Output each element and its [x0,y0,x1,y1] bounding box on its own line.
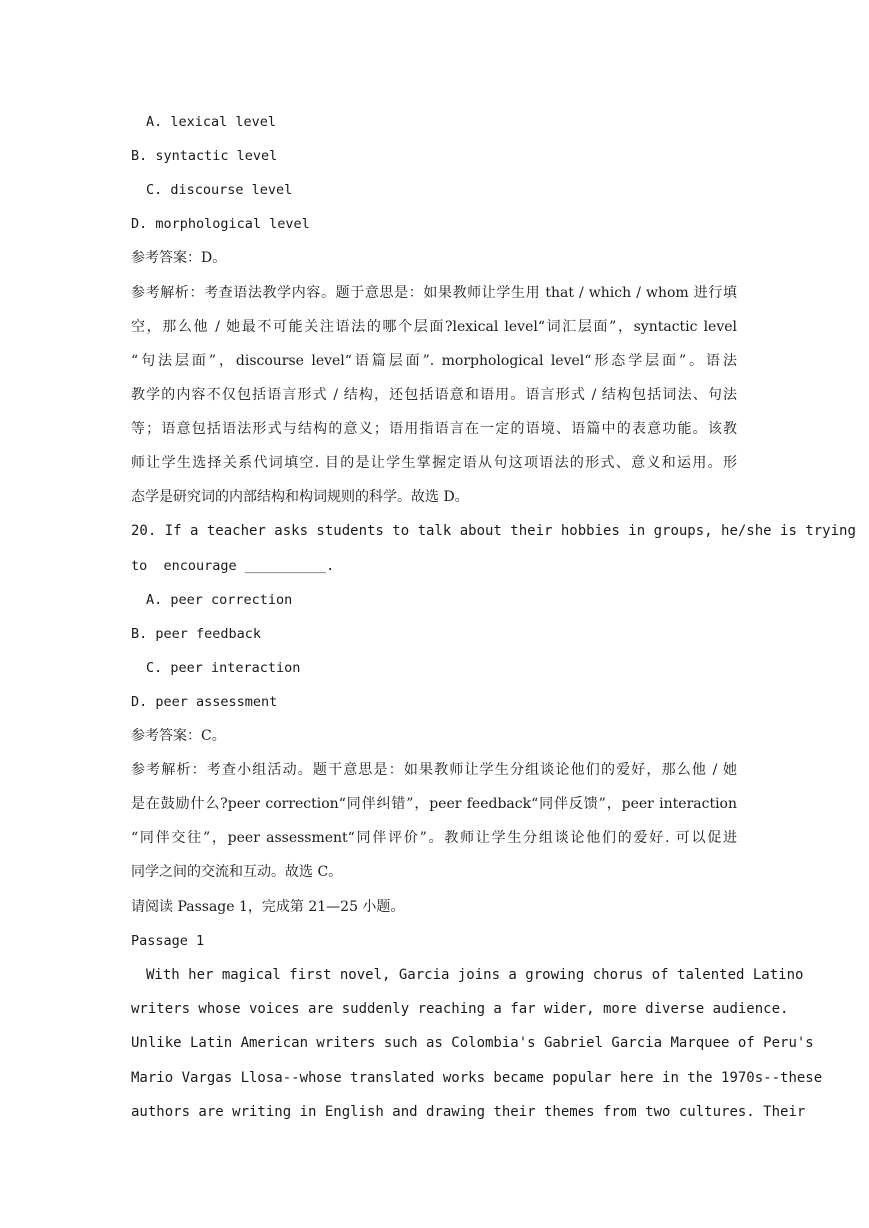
passage-line: writers whose voices are suddenly reaching a far wider, more diverse audience. [131,1001,789,1017]
passage-line: authors are writing in English and drawing their themes from two cultures. Their [131,1104,806,1120]
q19-option-d: D. morphological level [131,216,310,232]
q19-analysis-line: “句法层面”，discourse level“语篇层面”. morphological level“形态学层面”。语法 [131,353,737,369]
q20-stem-line: to encourage __________. [131,558,335,574]
q20-option-c: C. peer interaction [146,660,301,676]
q19-analysis-line: 师让学生选择关系代词填空. 目的是让学生掌握定语从句这项语法的形式、意义和运用。形 [131,455,737,471]
q19-analysis-line: 空，那么他 / 她最不可能关注语法的哪个层面?lexical level“词汇层面”，syntactic level [131,319,737,335]
passage-instruction: 请阅读 Passage 1，完成第 21—25 小题。 [131,899,405,915]
q20-stem-line: 20. If a teacher asks students to talk about their hobbies in groups, he/she is trying [131,523,856,539]
q19-option-a: A. lexical level [146,114,277,130]
passage-line: With her magical first novel, Garcia joins a growing chorus of talented Latino [146,967,804,983]
q20-analysis-line: “同伴交往”，peer assessment“同伴评价”。教师让学生分组谈论他们的爱好. 可以促进 [131,830,737,846]
q20-option-b: B. peer feedback [131,626,262,642]
q19-analysis-line: 参考解析：考查语法教学内容。题于意思是：如果教师让学生用 that / which / whom 进行填 [131,285,737,301]
passage-line: Mario Vargas Llosa--whose translated works became popular here in the 1970s--these [131,1070,823,1086]
q19-analysis-line: 教学的内容不仅包括语言形式 / 结构，还包括语意和语用。语言形式 / 结构包括词法、句法 [131,387,737,403]
q20-option-a: A. peer correction [146,592,293,608]
passage-heading: Passage 1 [131,933,205,949]
passage-line: Unlike Latin American writers such as Colombia's Gabriel Garcia Marquee of Peru's [131,1035,814,1051]
q19-analysis-line: 等；语意包括语法形式与结构的意义；语用指语言在一定的语境、语篇中的表意功能。该教 [131,421,737,437]
q20-analysis-line: 是在鼓励什么?peer correction“同伴纠错”，peer feedback“同伴反馈”，peer interaction [131,796,737,812]
q20-analysis-line: 参考解析：考查小组活动。题干意思是：如果教师让学生分组谈论他们的爱好，那么他 / 她 [131,762,737,778]
q19-analysis-line: 态学是研究词的内部结构和构词规则的科学。故选 D。 [131,489,469,505]
q19-option-b: B. syntactic level [131,148,278,164]
q20-analysis-line: 同学之间的交流和互动。故选 C。 [131,864,343,880]
q20-option-d: D. peer assessment [131,694,278,710]
q19-option-c: C. discourse level [146,182,293,198]
q20-answer: 参考答案：C。 [131,728,226,744]
q19-answer: 参考答案：D。 [131,250,227,266]
